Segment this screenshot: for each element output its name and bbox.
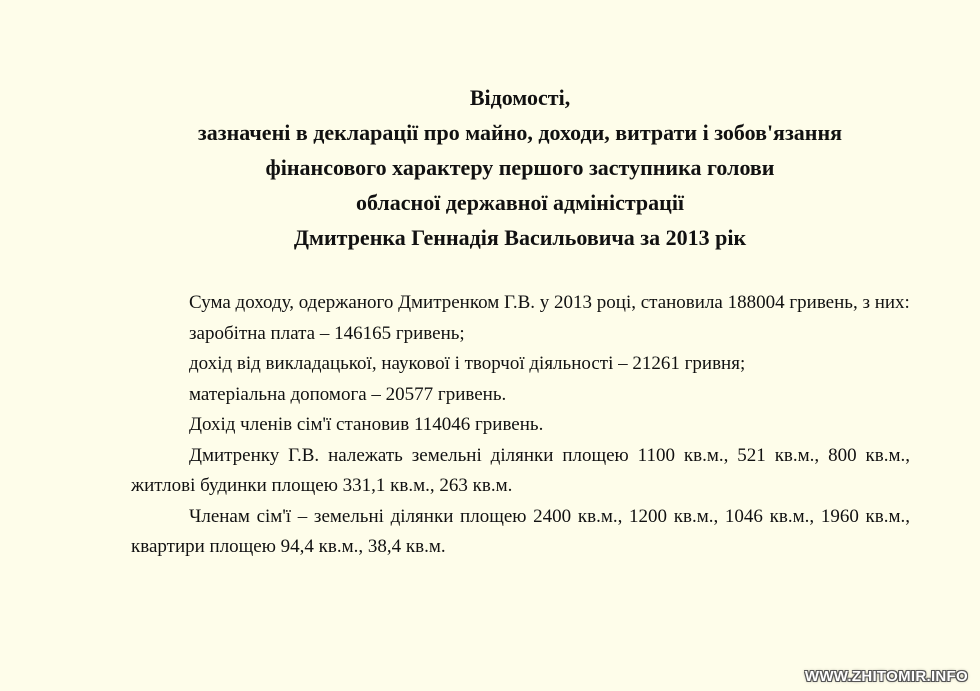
site-watermark: WWW.ZHITOMIR.INFO bbox=[804, 668, 968, 685]
paragraph-family-income: Дохід членів сім'ї становив 114046 гривень. bbox=[189, 414, 544, 435]
document-body bbox=[131, 288, 910, 563]
paragraph-teaching-income: дохід від викладацької, наукової і творчої діяльності – 21261 гривня; bbox=[189, 353, 746, 374]
title-line-1: Відомості, bbox=[469, 85, 571, 110]
title-line-3: фінансового характеру першого заступника голови bbox=[265, 155, 775, 180]
document-title bbox=[0, 80, 980, 255]
paragraph-income-total: Сума доходу, одержаного Дмитренком Г.В. у 2013 році, становила 188004 гривень, з них: bbox=[189, 292, 910, 313]
paragraph-owned-property: Дмитренку Г.В. належать земельні ділянки площею 1100 кв.м., 521 кв.м., 800 кв.м., житлові будинки площею 331,1 кв.м., 263 кв.м. bbox=[131, 444, 910, 496]
paragraph-family-property: Членам сім'ї – земельні ділянки площею 2400 кв.м., 1200 кв.м., 1046 кв.м., 1960 кв.м., квартири площею 94,4 кв.м., 38,4 кв.м. bbox=[131, 505, 910, 557]
paragraph-salary: заробітна плата – 146165 гривень; bbox=[189, 322, 465, 344]
title-line-5: Дмитренка Геннадія Васильовича за 2013 рік bbox=[293, 225, 747, 250]
title-line-2: зазначені в декларації про майно, доходи, витрати і зобов'язання bbox=[197, 120, 843, 145]
paragraph-material-aid: матеріальна допомога – 20577 гривень. bbox=[189, 383, 507, 405]
title-line-4: обласної державної адміністрації bbox=[355, 190, 685, 215]
